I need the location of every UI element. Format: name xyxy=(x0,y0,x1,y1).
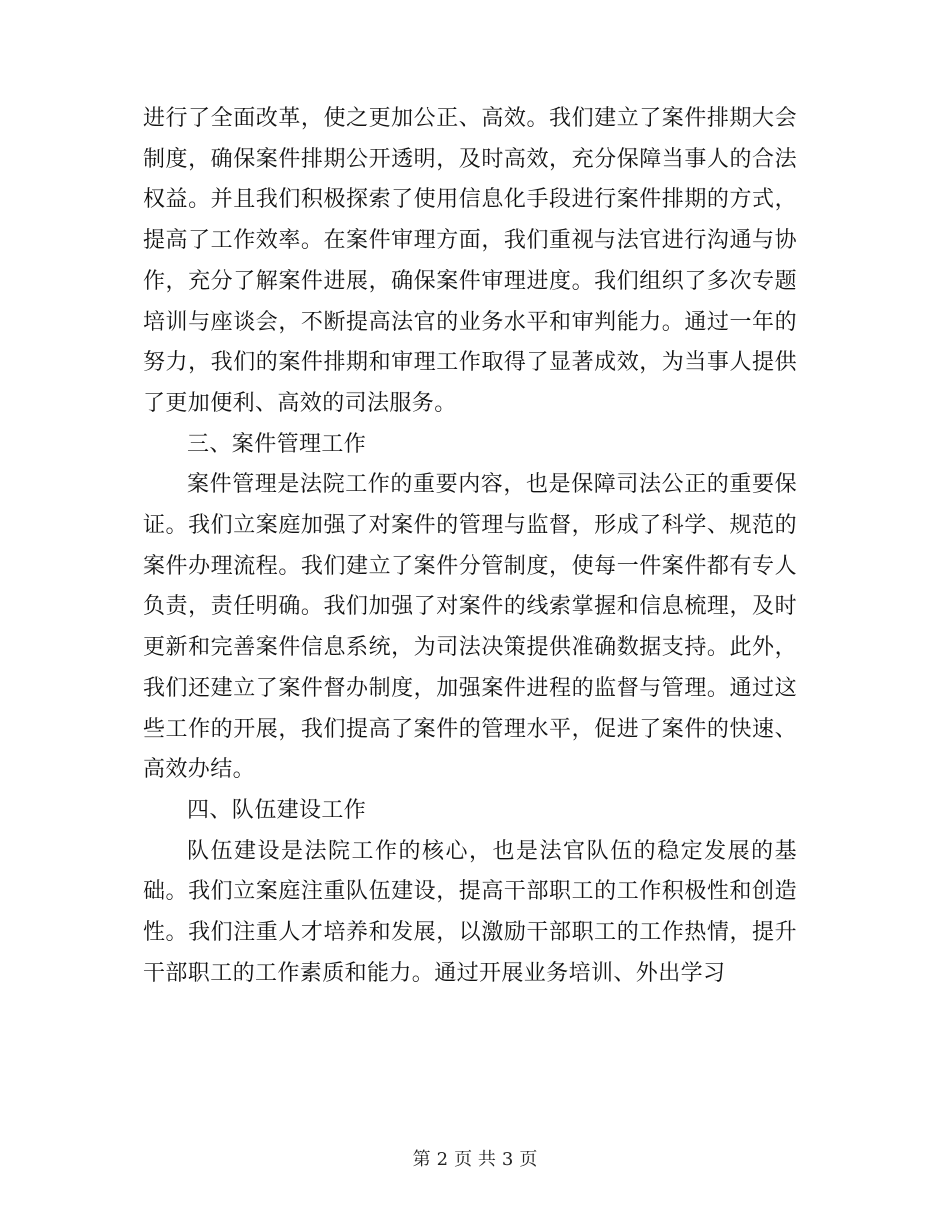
paragraph-continuation: 进行了全面改革，使之更加公正、高效。我们建立了案件排期大会制度，确保案件排期公开透明，及时高效，充分保障当事人的合法权益。并且我们积极探索了使用信息化手段进行案件排期的方式，提高了工作效率。在案件审理方面，我们重视与法官进行沟通与协作，充分了解案件进展，确保案件审理进度。我们组织了多次专题培训与座谈会，不断提高法官的业务水平和审判能力。通过一年的努力，我们的案件排期和审理工作取得了显著成效，为当事人提供了更加便利、高效的司法服务。 xyxy=(143,106,797,416)
footer-total-pages: 3 xyxy=(501,1149,514,1170)
page-footer xyxy=(0,1148,950,1172)
document-body xyxy=(143,99,797,994)
footer-prefix: 第 xyxy=(412,1149,431,1170)
section-heading-case-management: 三、案件管理工作 xyxy=(187,431,367,457)
footer-middle: 页 共 xyxy=(454,1149,496,1170)
footer-suffix: 页 xyxy=(519,1149,538,1170)
footer-current-page: 2 xyxy=(436,1149,449,1170)
section-heading-team-building: 四、队伍建设工作 xyxy=(187,797,367,823)
paragraph-case-management: 案件管理是法院工作的重要内容，也是保障司法公正的重要保证。我们立案庭加强了对案件的管理与监督，形成了科学、规范的案件办理流程。我们建立了案件分管制度，使每一件案件都有专人负责，责任明确。我们加强了对案件的线索掌握和信息梳理，及时更新和完善案件信息系统，为司法决策提供准确数据支持。此外，我们还建立了案件督办制度，加强案件进程的监督与管理。通过这些工作的开展，我们提高了案件的管理水平，促进了案件的快速、高效办结。 xyxy=(143,472,797,783)
paragraph-team-building: 队伍建设是法院工作的核心，也是法官队伍的稳定发展的基础。我们立案庭注重队伍建设，提高干部职工的工作积极性和创造性。我们注重人才培养和发展，以激励干部职工的工作热情，提升干部职工的工作素质和能力。通过开展业务培训、外出学习 xyxy=(143,838,797,986)
